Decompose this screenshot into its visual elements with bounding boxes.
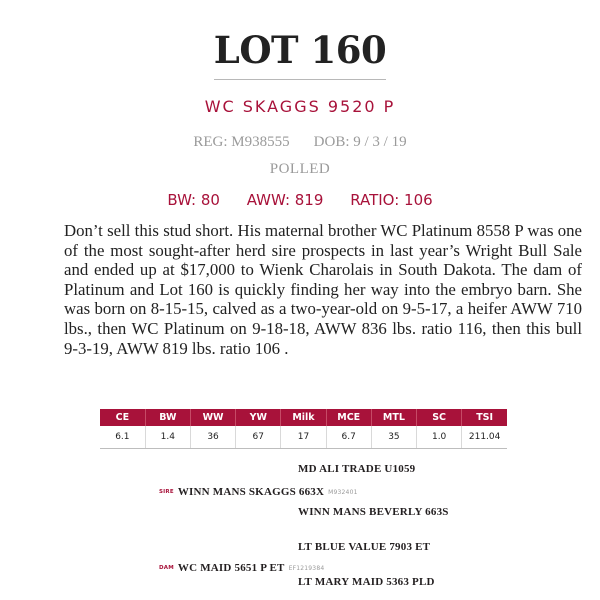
epd-header-ce: CE [100,409,145,426]
sire-name: WINN MANS SKAGGS 663X [177,486,325,498]
epd-table [100,409,507,449]
epd-value-sc: 1.0 [417,426,462,449]
pedigree-dam [159,562,324,574]
registration-number: REG: M938555 [193,134,290,150]
pedigree-sire [159,486,358,498]
title-divider [214,79,386,80]
sire-registration: M932401 [328,488,358,496]
epd-value-bw: 1.4 [145,426,190,449]
pedigree-sire-dam: WINN MANS BEVERLY 663S [298,506,449,518]
dam-name: WC MAID 5651 P ET [177,562,285,574]
pedigree-sire-sire: MD ALI TRADE U1059 [298,463,416,475]
epd-header-ww: WW [190,409,235,426]
date-of-birth: DOB: 9 / 3 / 19 [313,134,407,150]
sire-label: SIRE [159,489,174,496]
key-epd-line [0,191,600,209]
lot-description: Don’t sell this stud short. His maternal brother WC Platinum 8558 P was one of the most sought-after herd sire prospects in last year’s Wright Bull Sale and ended up at $17,000 to Wienk Charolais in South Dakota. The dam of Platinum and Lot 160 is quickly finding her way into the embryo barn. She was born on 8-15-15, calved as a two-year-old on 9-5-17, a heifer AWW 710 lbs., then WC Platinum on 9-18-18, AWW 836 lbs. ratio 116, then this bull 9-3-19, AWW 819 lbs. ratio 106 . [64,221,582,358]
epd-value-tsi: 211.04 [462,426,507,449]
dam-label: DAM [159,565,174,572]
polled-status: POLLED [269,161,331,177]
adjusted-weaning-weight-value: AWW: 819 [246,191,324,209]
epd-value-yw: 67 [236,426,281,449]
epd-value-mce: 6.7 [326,426,371,449]
bull-name: WC SKAGGS 9520 P [204,97,396,116]
epd-header-yw: YW [236,409,281,426]
epd-value-milk: 17 [281,426,326,449]
epd-value-ce: 6.1 [100,426,145,449]
pedigree-dam-sire: LT BLUE VALUE 7903 ET [298,541,431,553]
epd-header-tsi: TSI [462,409,507,426]
registration-line [0,134,600,151]
pedigree-dam-dam: LT MARY MAID 5363 PLD [298,576,435,588]
epd-header-mtl: MTL [371,409,416,426]
ratio-value: RATIO: 106 [350,191,433,209]
epd-header-row [100,409,507,426]
birth-weight-value: BW: 80 [167,191,220,209]
epd-value-ww: 36 [190,426,235,449]
epd-header-milk: Milk [281,409,326,426]
epd-value-row [100,426,507,449]
lot-title: LOT 160 [213,28,387,72]
dam-registration: EF1219384 [288,564,325,572]
epd-header-bw: BW [145,409,190,426]
epd-header-mce: MCE [326,409,371,426]
epd-header-sc: SC [417,409,462,426]
epd-value-mtl: 35 [371,426,416,449]
